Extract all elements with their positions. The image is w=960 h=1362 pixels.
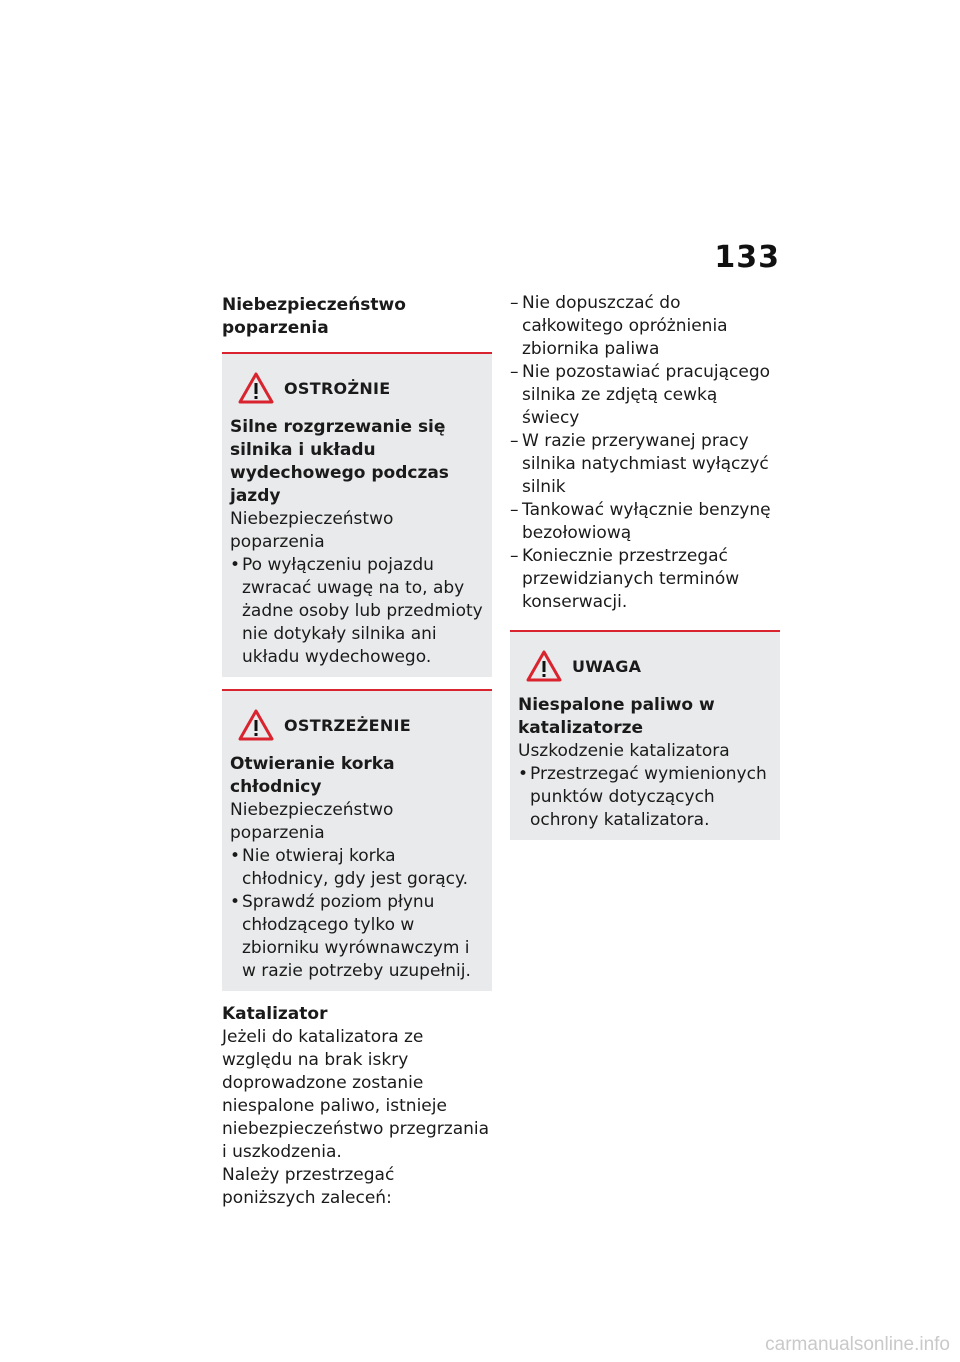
notice-label: UWAGA [572,656,642,676]
warning-title: Otwieranie korka chłodnicy [230,754,395,797]
caution-label: OSTROŻNIE [284,378,391,398]
watermark-text: carmanualsonline.info [765,1334,950,1355]
section-heading-burn: Niebezpieczeństwo poparzenia [222,295,406,338]
list-item: – Tankować wyłącznie benzynę bezołowiową [510,499,780,545]
warning-box [222,689,492,991]
list-item: – Nie pozostawiać pracującego silnika ze zdjętą cewką świecy [510,361,780,430]
catalyst-paragraph: Należy przestrzegać poniższych zaleceń: [222,1165,395,1208]
warning-box-header [230,709,484,741]
warning-triangle-icon [526,650,562,682]
list-item: – Nie dopuszczać do całkowitego opróżnienia zbiornika paliwa [510,292,780,361]
notice-box [510,630,780,840]
caution-bullet: • Po wyłączeniu pojazdu zwracać uwagę na to, aby żadne osoby lub przedmioty nie dotykały silnika ani układu wydechowego. [230,554,484,669]
warning-triangle-icon [238,372,274,404]
warning-label: OSTRZEŻENIE [284,715,411,735]
page-number: 133 [714,240,780,275]
warning-bullet: • Sprawdź poziom płynu chłodzącego tylko w zbiorniku wyrównawczym i w razie potrzeby uzupełnij. [230,891,484,983]
caution-box [222,352,492,677]
caution-subtitle: Niebezpieczeństwo poparzenia [230,509,394,552]
notice-title: Niespalone paliwo w katalizatorze [518,695,715,738]
notice-bullet: • Przestrzegać wymienionych punktów dotyczących ochrony katalizatora. [518,763,772,832]
list-item: – Koniecznie przestrzegać przewidzianych terminów konserwacji. [510,545,780,614]
caution-title: Silne rozgrzewanie się silnika i układu wydechowego podczas jazdy [230,417,449,506]
left-column [222,294,492,1210]
caution-box-header [230,372,484,404]
section-heading-catalyst: Katalizator [222,1004,328,1024]
warning-subtitle: Niebezpieczeństwo poparzenia [230,800,394,843]
list-item: – W razie przerywanej pracy silnika natychmiast wyłączyć silnik [510,430,780,499]
right-column [510,292,780,852]
notice-subtitle: Uszkodzenie katalizatora [518,741,730,761]
notice-box-header [518,650,772,682]
warning-triangle-icon [238,709,274,741]
warning-bullet: • Nie otwieraj korka chłodnicy, gdy jest gorący. [230,845,484,891]
catalyst-paragraph: Jeżeli do katalizatora ze względu na brak iskry doprowadzone zostanie niespalone paliwo, istnieje niebezpieczeństwo przegrzania i uszkodzenia. [222,1027,490,1162]
